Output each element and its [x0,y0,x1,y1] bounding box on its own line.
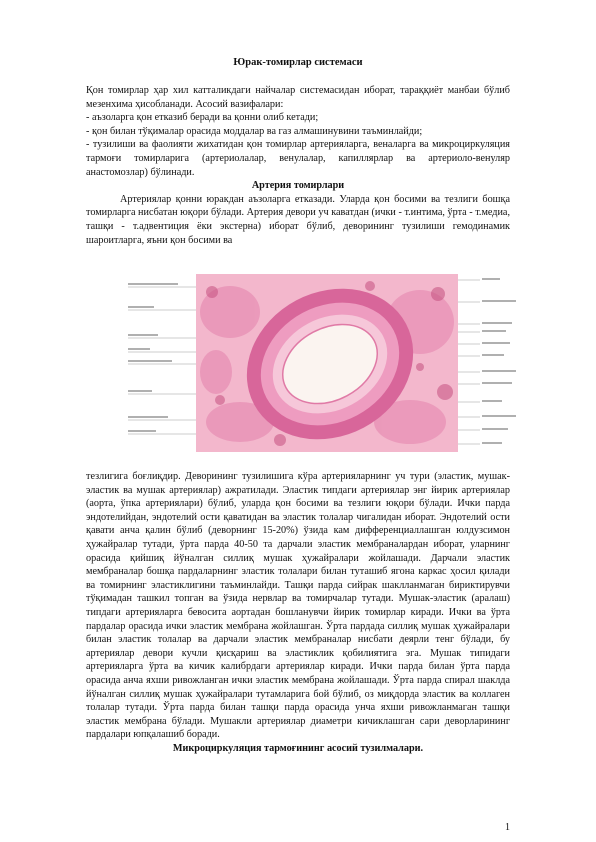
intro-paragraph: Қон томирлар ҳар хил катталикдаги найчалар системасидан иборат, тараққиёт манбаи бўлиб мезенхима ҳисобланади. Асосий вазифалари: [86,85,510,110]
paragraph-arteries: Артериялар қонни юракдан аъзоларга етказади. Уларда қон босими ва тезлиги бошқа томирларга нисбатан юқори бўлади. Артерия девори уч каватдан (ички - т.интима, ўрта - т.медиа, ташқи - т.адвентиция ёки экстерна) иборат бўлиб, деворининг тузилиши гемодинамик шароитларга, яъни қон босими ва [86,193,510,246]
paragraph-artery-types: тезлигига боғлиқдир. Деворининг тузилишига кўра артерияларнинг уч тури (эластик, мушак-эластик ва мушак артериялар) ажратилади. Эластик типдаги артериялар энг йирик артериялар (аорта, ўпка артериялари) бўлиб, уларда қон босими ва тезлиги юқори бўлади. Ички парда эндотелийдан, эндотелий ости қаватидан ва эластик толалар чигалидан иборат. Эндотелий ости қавати анча қалин бўлиб (деворнинг 15-20%) ўзида кам дифференциаллашган юлдузсимон ҳужайралар тутади, ўрта парда 40-50 та дарчали эластик мембраналардан иборат, уларнинг орасида қийшиқ йўналган силлиқ мушак ҳужайралари жойлашади. Дарчали эластик мембраналар бошқа пардаларнинг эластик толалари билан туташиб ягона каркас ҳосил қилади ва томирнинг эластиклигини таъминлайди. Ташқи парда сийрак шаклланмаган бириктирувчи тўқимадан ташкил топган ва ўзида нервлар ва томирчалар тутади. Мушак-эластик (аралаш) типдаги артерияларга бевосита аортадан бошланувчи йирик томирлар киради. Ички ва ўрта пардалар орасида ички эластик мембрана жойлашган. Ўрта пардада силлиқ мушак ҳужайралари билан эластик толалар ва дарчали эластик мембраналар нисбати деярли тенг бўлади, бу артериялар девори кучли қисқариш ва эластиклик қобилиятига эга. Мушак типидаги артерияларга ўрта ва кичик калибрдаги артериялар киради. Ички парда билан ўрта парда орасида анча яхши ривожланган ички эластик мембрана жойлашади. Ўрта парда спирал шаклда йўналган силлиқ мушак ҳужайралари тутамларига бой бўлиб, оз миқдорда эластик ва коллаген толалар тутади. Ўрта парда билан ташқи парда орасида унча яхши ривожланмаган ташқи эластик мембрана бўлади. Мушакли артериялар диаметри кичиклашган сари деворларининг пардалари юпқалашиб боради. [86,471,510,741]
closing-heading: Микроциркуляция тармоғининг асосий тузилмалари. [172,742,424,754]
function-item: - аъзоларга қон етказиб беради ва қонни олиб кетади; [86,112,319,124]
histology-micrograph-icon [120,272,520,454]
text-block-top [86,84,510,247]
text-block-bottom [86,470,510,755]
function-item: - тузилиши ва фаолияти жихатидан қон томирлар артерияларга, веналарга ва микроциркуляция тармоғи томирларига (артериолалар, венулалар, капиллярлар ва артериоло-венуляр анастомозлар) бўлинади. [86,139,510,178]
artery-histology-figure [120,272,520,454]
function-item: - қон билан тўқималар орасида моддалар ва газ алмашинувини таъминлайди; [86,125,423,137]
document-title: Юрак-томирлар системаси [233,57,363,68]
section-heading: Артерия томирлари [251,180,345,192]
page-number: 1 [505,822,510,833]
